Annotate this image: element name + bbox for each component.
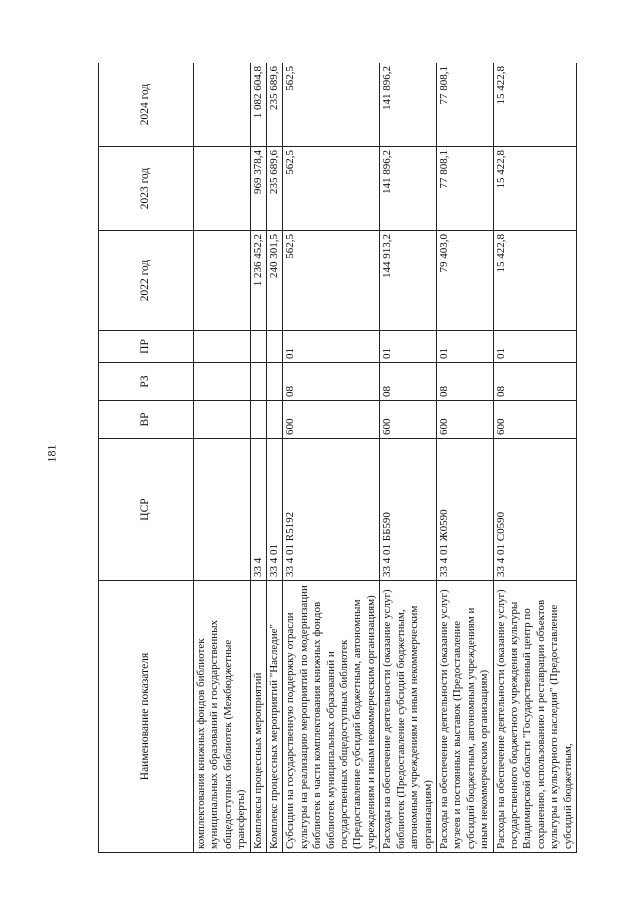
header-pr: ПР [99,331,194,363]
cell-rz: 08 [283,363,380,401]
cell-2024: 1 082 604,8 [250,63,266,147]
table-row [283,63,380,853]
header-rz: РЗ [99,363,194,401]
cell-name: Комплекс процессных мероприятий "Наследие" [267,581,283,853]
cell-2023: 562,5 [283,147,380,231]
cell-name: Расходы на обеспечение деятельности (оказание услуг) музеев и постоянных выставок (Предоставление субсидий бюджетным, автономным учреждениям и иным некоммерческим организациям) [436,581,493,853]
cell-2023: 77 808,1 [436,147,493,231]
header-name: Наименование показателя [99,581,194,853]
cell-2024: 15 422,8 [493,63,576,147]
cell-2022: 15 422,8 [493,231,576,331]
cell-rz: 08 [493,363,576,401]
cell-2023 [194,147,251,231]
cell-2024: 562,5 [283,63,380,147]
cell-pr [194,331,251,363]
cell-csr: 33 4 01 Ж0590 [436,439,493,581]
table-row [267,63,283,853]
header-2024: 2024 год [99,63,194,147]
cell-2022: 1 236 452,2 [250,231,266,331]
cell-vr: 600 [283,401,380,439]
cell-csr [194,439,251,581]
cell-vr [250,401,266,439]
table-row [436,63,493,853]
rotated-sheet [98,63,635,853]
cell-2022 [194,231,251,331]
header-2022: 2022 год [99,231,194,331]
cell-2023: 235 689,6 [267,147,283,231]
header-2023: 2023 год [99,147,194,231]
cell-2023: 141 896,2 [380,147,437,231]
page-number: 181 [44,444,59,463]
cell-csr: 33 4 01 R5192 [283,439,380,581]
cell-rz: 08 [436,363,493,401]
cell-2024: 235 689,6 [267,63,283,147]
cell-pr: 01 [436,331,493,363]
cell-csr: 33 4 01 С0590 [493,439,576,581]
cell-rz [267,363,283,401]
cell-csr: 33 4 01 [267,439,283,581]
cell-vr: 600 [493,401,576,439]
cell-2022: 240 301,5 [267,231,283,331]
cell-vr [267,401,283,439]
cell-name: Комплексы процессных мероприятий [250,581,266,853]
cell-rz: 08 [380,363,437,401]
cell-vr: 600 [436,401,493,439]
table-row [194,63,251,853]
table-row [493,63,576,853]
cell-2024 [194,63,251,147]
cell-name: Расходы на обеспечение деятельности (оказание услуг) государственного бюджетного учреждения культуры Владимирской области "Государственный центр по сохранению, использованию и реставрации объектов культуры и культурного наследия" (Предоставление субсидий бюджетным, [493,581,576,853]
cell-csr: 33 4 01 ББ590 [380,439,437,581]
budget-table [98,63,577,853]
cell-2023: 15 422,8 [493,147,576,231]
cell-pr [267,331,283,363]
cell-csr: 33 4 [250,439,266,581]
cell-2024: 141 896,2 [380,63,437,147]
cell-2024: 77 808,1 [436,63,493,147]
cell-pr [250,331,266,363]
cell-2023: 969 378,4 [250,147,266,231]
cell-name: Расходы на обеспечение деятельности (оказание услуг) библиотек (Предоставление субсидий бюджетным, автономным учреждениям и иным некоммерческим организациям) [380,581,437,853]
cell-rz [194,363,251,401]
cell-vr [194,401,251,439]
table-row [380,63,437,853]
cell-2022: 562,5 [283,231,380,331]
cell-pr: 01 [283,331,380,363]
header-vr: ВР [99,401,194,439]
header-csr: ЦСР [99,439,194,581]
table-row [250,63,266,853]
cell-vr: 600 [380,401,437,439]
cell-2022: 144 913,2 [380,231,437,331]
cell-pr: 01 [380,331,437,363]
cell-rz [250,363,266,401]
table-header-row [99,63,194,853]
cell-name: Субсидии на государственную поддержку отрасли культуры на реализацию мероприятий по модернизации библиотек в части комплектования книжных фондов библиотек муниципальных образований и государственных общедоступных библиотек (Предоставление субсидий бюджетным, автономным учреждениям и иным некоммерческим организациям) [283,581,380,853]
cell-pr: 01 [493,331,576,363]
rotated-table-container [98,63,635,853]
cell-2022: 79 403,0 [436,231,493,331]
cell-name: комплектования книжных фондов библиотек муниципальных образований и государственных общедоступных библиотек (Межбюджетные трансферты) [194,581,251,853]
